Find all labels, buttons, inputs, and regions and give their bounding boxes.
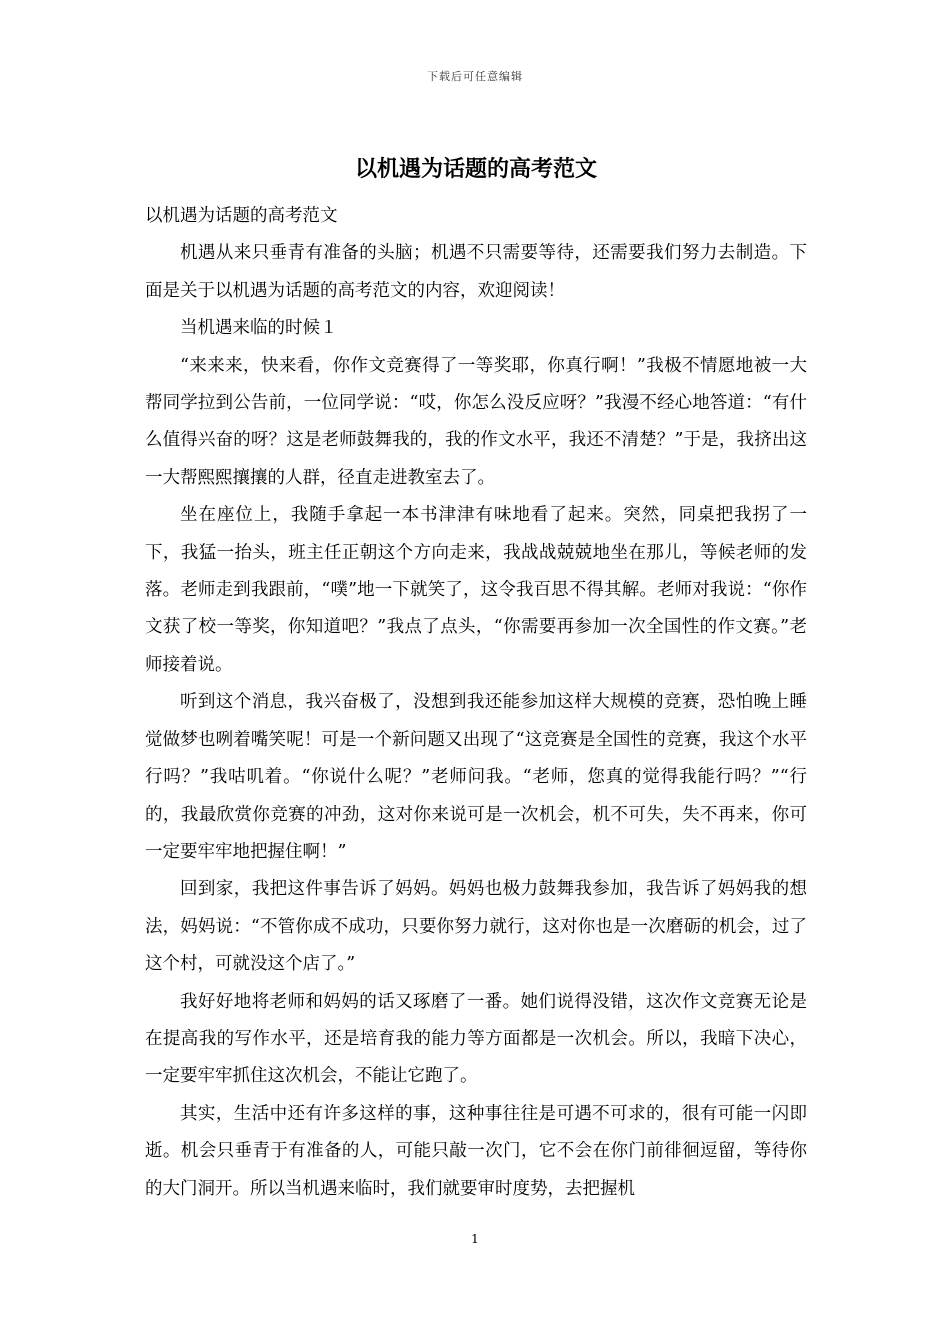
document-body <box>145 150 807 1208</box>
header-note: 下载后可任意编辑 <box>427 70 523 83</box>
paragraph-subtitle: 以机遇为话题的高考范文 <box>145 206 338 226</box>
paragraph: 回到家，我把这件事告诉了妈妈。妈妈也极力鼓舞我参加，我告诉了妈妈我的想法，妈妈说：“不管你成不成功，只要你努力就行，这对你也是一次磨砺的机会，过了这个村，可就没这个店了。” <box>145 879 807 975</box>
paragraph: “来来来，快来看，你作文竞赛得了一等奖耶，你真行啊！”我极不情愿地被一大帮同学拉到公告前，一位同学说：“哎，你怎么没反应呀？”我漫不经心地答道：“有什么值得兴奋的呀？这是老师鼓舞我的，我的作文水平，我还不清楚？”于是，我挤出这一大帮熙熙攘攘的人群，径直走进教室去了。 <box>145 355 807 488</box>
paragraph: 其实，生活中还有许多这样的事，这种事往往是可遇不可求的，很有可能一闪即逝。机会只垂青于有准备的人，可能只敲一次门，它不会在你门前徘徊逗留，等待你的大门洞开。所以当机遇来临时，我们就要审时度势，去把握机 <box>145 1103 807 1199</box>
document-title: 以机遇为话题的高考范文 <box>354 157 597 182</box>
paragraph: 我好好地将老师和妈妈的话又琢磨了一番。她们说得没错，这次作文竞赛无论是在提高我的写作水平，还是培育我的能力等方面都是一次机会。所以，我暗下决心，一定要牢牢抓住这次机会，不能让它跑了。 <box>145 991 807 1087</box>
paragraph: 听到这个消息，我兴奋极了，没想到我还能参加这样大规模的竞赛，恐怕晚上睡觉做梦也咧着嘴笑呢！可是一个新问题又出现了“这竞赛是全国性的竞赛，我这个水平行吗？”我咕叽着。“你说什么呢？”老师问我。“老师，您真的觉得我能行吗？”“行的，我最欣赏你竞赛的冲劲，这对你来说可是一次机会，机不可失，失不再来，你可一定要牢牢地把握住啊！” <box>145 692 807 862</box>
section-heading: 当机遇来临的时候１ <box>180 318 338 339</box>
paragraph: 机遇从来只垂青有准备的头脑；机遇不只需要等待，还需要我们努力去制造。下面是关于以机遇为话题的高考范文的内容，欢迎阅读！ <box>145 243 807 301</box>
page-number: 1 <box>471 1232 479 1246</box>
paragraph: 坐在座位上，我随手拿起一本书津津有味地看了起来。突然，同桌把我拐了一下，我猛一抬头，班主任正朝这个方向走来，我战战兢兢地坐在那儿，等候老师的发落。老师走到我跟前，“噗”地一下就笑了，这令我百思不得其解。老师对我说：“你作文获了校一等奖，你知道吧？”我点了点头，“你需要再参加一次全国性的作文赛。”老师接着说。 <box>145 505 807 675</box>
